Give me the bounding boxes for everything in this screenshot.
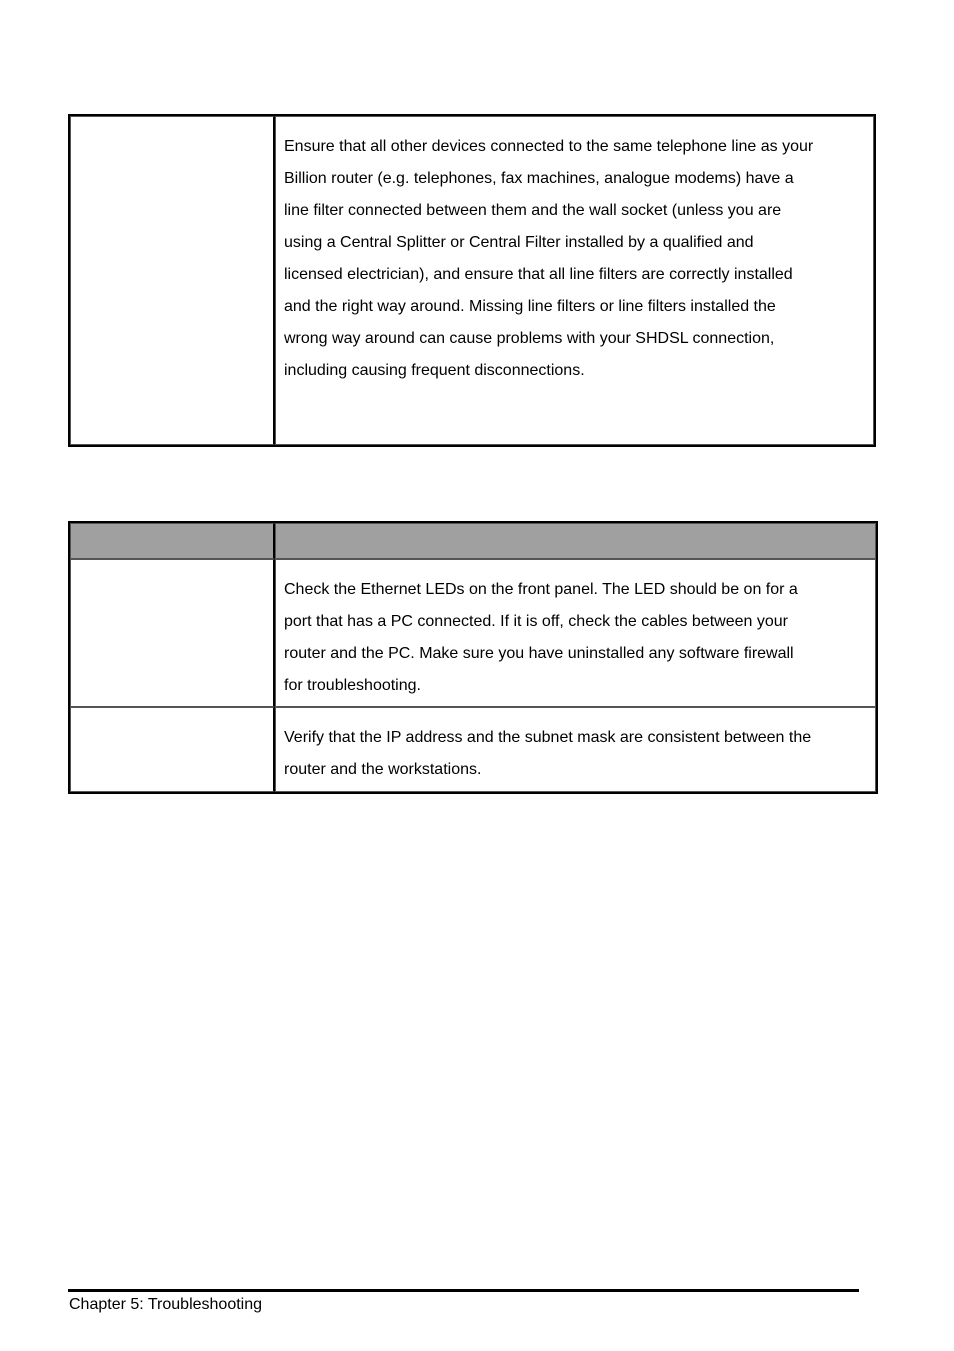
header-cell-problem	[70, 523, 275, 559]
table-row	[70, 559, 876, 707]
line-filter-solution-text: Ensure that all other devices connected to the same telephone line as your Billion router (e.g. telephones, fax machines, analogue modems) have a line filter connected between them and the wall socket (unless you are using a Central Splitter or Central Filter installed by a qualified and licensed electrician), and ensure that all line filters are correctly installed and the right way around. Missing line filters or line filters installed the wrong way around can cause problems with your SHDSL connection, including causing frequent disconnections.	[284, 138, 814, 379]
table-row	[70, 707, 876, 792]
problem-cell	[70, 116, 275, 445]
solution-cell	[275, 559, 876, 707]
line-filter-table	[68, 114, 876, 447]
ip-subnet-solution-text: Verify that the IP address and the subnet mask are consistent between the router and the workstations.	[284, 729, 812, 778]
solution-cell	[275, 116, 874, 445]
lan-troubleshooting-table	[68, 521, 878, 794]
footer-chapter-label: Chapter 5: Troubleshooting	[69, 1296, 263, 1313]
ethernet-led-solution-text: Check the Ethernet LEDs on the front panel. The LED should be on for a port that has a PC connected. If it is off, check the cables between your router and the PC. Make sure you have uninstalled any software firewall for troubleshooting.	[284, 581, 798, 694]
header-cell-solution	[275, 523, 876, 559]
table-row	[70, 116, 874, 445]
solution-cell	[275, 707, 876, 792]
footer-divider	[68, 1289, 859, 1292]
table-header-row	[70, 523, 876, 559]
problem-cell	[70, 707, 275, 792]
problem-cell	[70, 559, 275, 707]
